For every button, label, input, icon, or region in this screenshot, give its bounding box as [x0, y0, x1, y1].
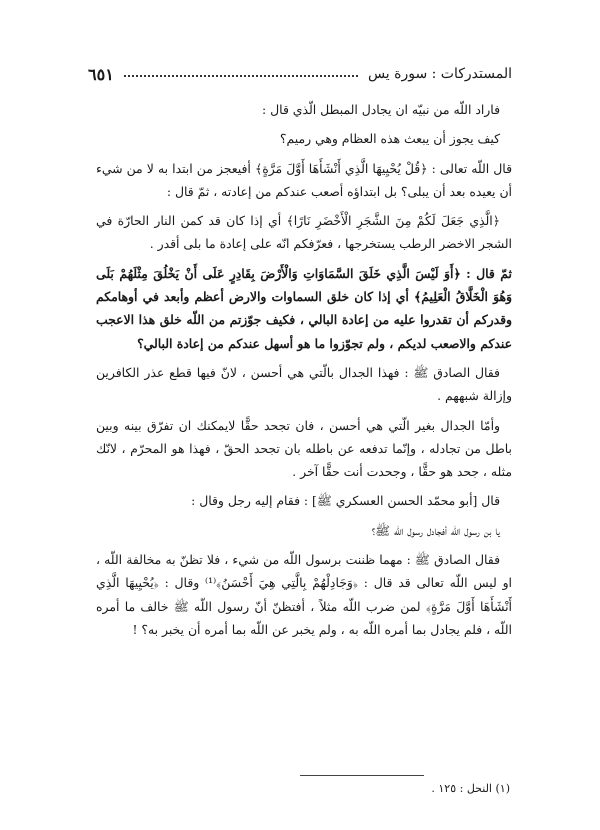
running-header — [88, 62, 512, 86]
header-dotted-rule — [124, 75, 358, 77]
footnote-rule — [300, 775, 424, 776]
paragraph: قال اللّه تعالى : ﴿قُلْ يُحْيِيهَا الَّذِي أَنْشَأَهَا أَوَّلَ مَرَّةٍ﴾ أفيعجز من ابتدا به لا من شيء أن يعيده بعد أن يبلى؟ بل ابتداؤه أصعب عندكم من إعادته ، ثمّ قال : — [96, 160, 512, 199]
footnote: (١) النحل : ١٢٥ . — [431, 782, 510, 795]
paragraph: فقال الصادق ﷺ : مهما ظننت برسول اللّه من شيء ، فلا تظنّ به مخالفة اللّه ، او ليس اللّه تعالى قد قال : ﴿وَجَادِلْهُمْ بِالَّتِي هِيَ أَحْسَنُ﴾⁽¹⁾ وقال : ﴿يُحْيِيهَا الَّذِي أَنْشَأَهَا أَوَّلَ مَرَّةٍ﴾ لمن ضرب اللّه مثلاً ، أفتظنّ أنّ رسول اللّه ﷺ خالف ما أمره اللّه ، فلم يجادل بما أمره اللّه به ، ولم يخبر عن اللّه بما أمره أن يخبر به؟ ! — [96, 552, 512, 637]
paragraph: وأمّا الجدال بغير الّتي هي أحسن ، فان تجحد حقًّا لايمكنك ان تفرّق بينه وبين باطل من تجادله ، وإنّما تدفعه عن باطله بان تجحد الحقّ ، فهذا هو المحرّم ، لانّك مثله ، جحد هو حقًّا ، وجحدت أنت حقًّا آخر . — [96, 417, 512, 480]
paragraph: كيف يجوز أن يبعث هذه العظام وهي رميم؟ — [279, 131, 500, 147]
paragraph: فقال الصادق ﷺ : فهذا الجدال بالّتي هي أحسن ، لانّ فيها قطع عذر الكافرين وإزالة شبههم . — [96, 364, 512, 404]
header-title: المستدركات : سورة يس — [367, 66, 512, 82]
body-text — [96, 98, 512, 641]
paragraph: قال [أبو محمّد الحسن العسكري ﷺ] : فقام إليه رجل وقال : — [191, 493, 500, 509]
paragraph: فاراد اللّه من نبيّه ان يجادل المبطل الّذي قال : — [262, 102, 500, 117]
page-number: ٦٥١ — [88, 64, 114, 84]
paragraph: يا بن رسول اللّه أفجادل رسول اللّه ﷺ؟ — [371, 522, 500, 538]
paragraph: ثمّ قال : ﴿أَوَ لَيْسَ الَّذِي خَلَقَ السَّمَاوَاتِ وَالْأَرْضَ بِقَادِرٍ عَلَى أَنْ يَخْلُقَ مِثْلَهُمْ بَلَى وَهُوَ الْخَلَّاقُ الْعَلِيمُ﴾ أي إذا كان خلق السماوات والارض أعظم وأبعد في أوهامكم وقدركم أن تقدروا عليه من إعادة البالي ، فكيف جوّزتم من اللّه خلق هذا الاعجب عندكم والاصعب لديكم ، ولم تجوّزوا ما هو أسهل عندكم من إعادة البالي؟ — [96, 265, 512, 351]
paragraph: ﴿الَّذِي جَعَلَ لَكُمْ مِنَ الشَّجَرِ الْأَخْضَرِ نَارًا﴾ أي إذا كان قد كمن النار الحارّة في الشجر الاخضر الرطب يستخرجها ، فعرّفكم انّه على إعادة ما بلى أقدر . — [96, 213, 512, 252]
